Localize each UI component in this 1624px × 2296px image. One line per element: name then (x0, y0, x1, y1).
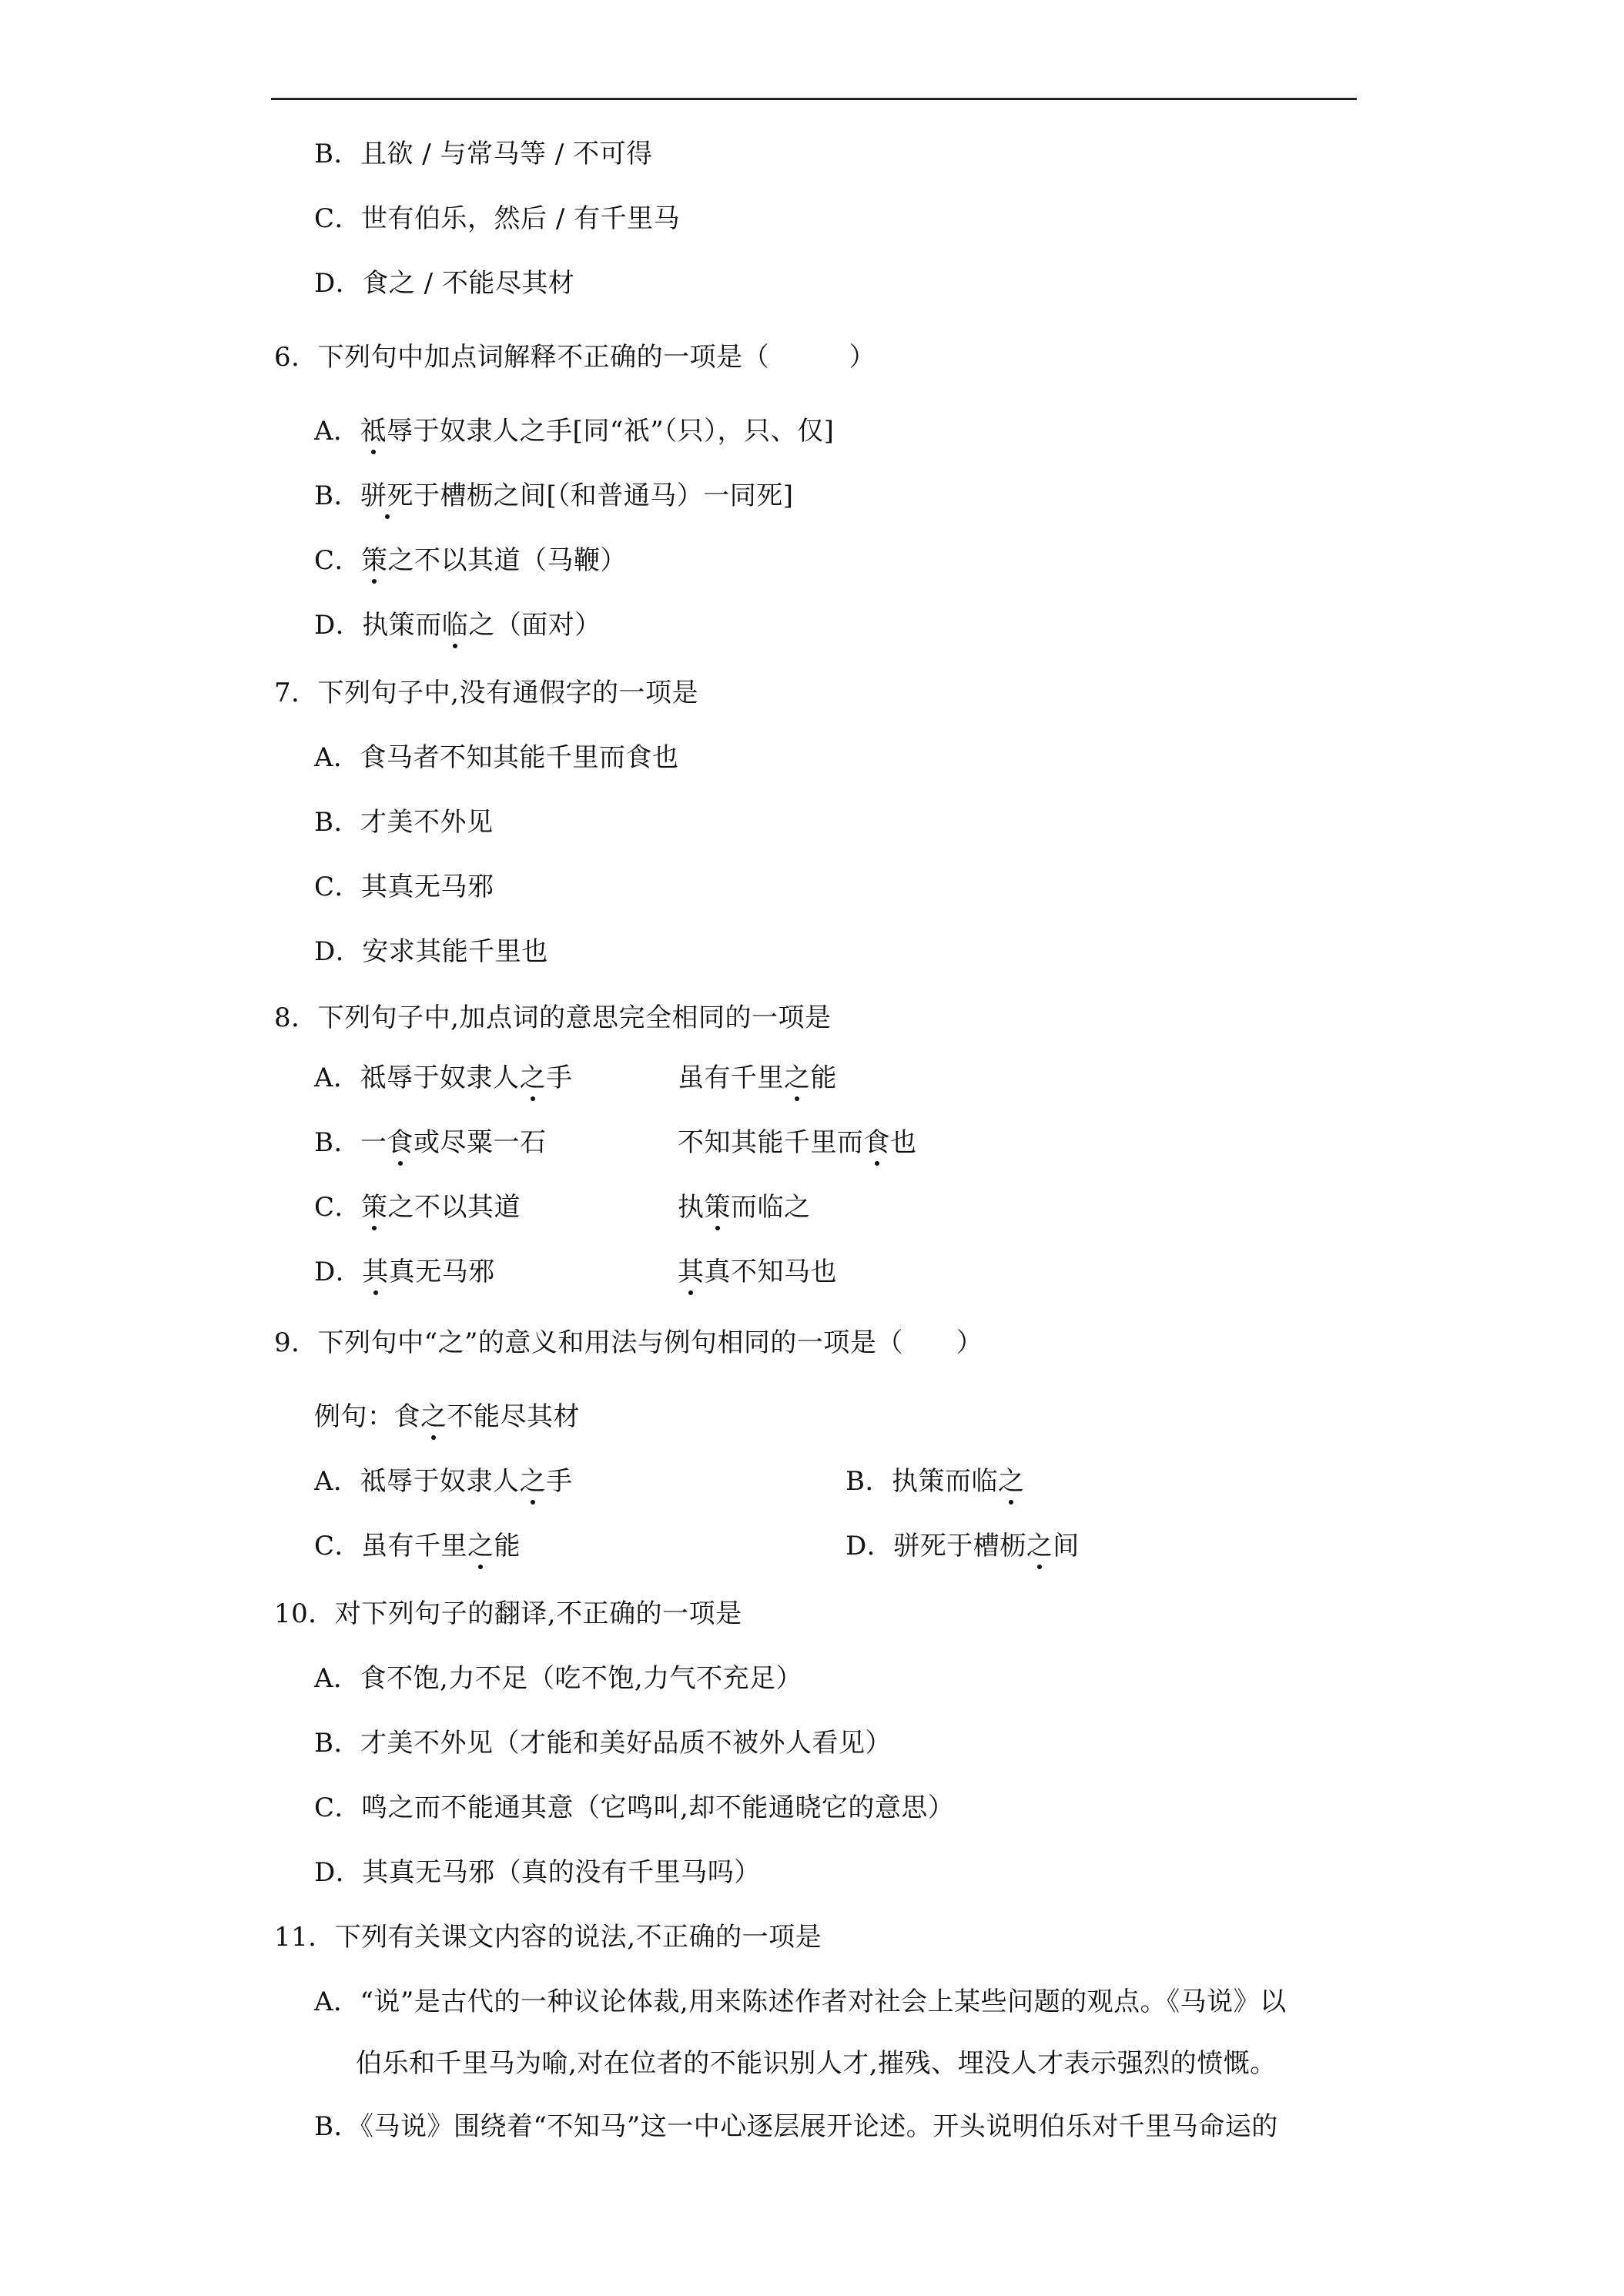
q9-stem: 9．下列句中“之”的意义和用法与例句相同的一项是（ ） (274, 1327, 983, 1358)
q9-option-a[interactable]: A．祗辱于奴隶人之手 (314, 1466, 573, 1497)
q7-option-b[interactable]: B．才美不外见 (314, 807, 494, 838)
q10-option-d[interactable]: D．其真无马邪（真的没有千里马吗） (314, 1857, 761, 1888)
q7-stem: 7．下列句子中,没有通假字的一项是 (274, 678, 698, 708)
q7-option-d[interactable]: D．安求其能千里也 (314, 936, 548, 967)
q9-example: 例句：食之不能尽其材 (314, 1401, 580, 1432)
q11-option-a[interactable]: A．“说”是古代的一种议论体裁,用来陈述作者对社会上某些问题的观点。《马说》以 (314, 1986, 1287, 2017)
emphasis-dot-word: 临 (441, 610, 469, 641)
emphasis-dot-word: 食 (863, 1127, 890, 1158)
emphasis-dot-word: 食 (387, 1127, 414, 1158)
emphasis-dot-word: 其 (362, 1257, 389, 1287)
q11-stem: 11．下列有关课文内容的说法,不正确的一项是 (274, 1922, 822, 1953)
q10-option-b[interactable]: B．才美不外见（才能和美好品质不被外人看见） (314, 1728, 892, 1759)
q8-option-a[interactable]: A．祗辱于奴隶人之手 (314, 1063, 573, 1093)
emphasis-dot-word: 之 (784, 1063, 811, 1093)
q5-option-d[interactable]: D．食之 / 不能尽其材 (314, 268, 575, 299)
q9-option-c[interactable]: C．虽有千里之能 (314, 1531, 521, 1561)
q11-option-a-continued: 伯乐和千里马为喻,对在位者的不能识别人才,摧残、埋没人才表示强烈的愤慨。 (356, 2048, 1277, 2079)
q10-option-c[interactable]: C．鸣之而不能通其意（它鸣叫,却不能通晓它的意思） (314, 1792, 955, 1823)
emphasis-dot-word: 之 (420, 1401, 447, 1432)
q7-option-a[interactable]: A．食马者不知其能千里而食也 (314, 742, 679, 773)
q8-stem: 8．下列句子中,加点词的意思完全相同的一项是 (274, 1002, 832, 1033)
q6-option-b[interactable]: B．骈死于槽枥之间[（和普通马）一同死] (314, 480, 794, 511)
emphasis-dot-word: 之 (519, 1063, 547, 1093)
q9-option-b[interactable]: B．执策而临之 (845, 1466, 1025, 1497)
q6-stem: 6．下列句中加点词解释不正确的一项是（ ） (274, 342, 876, 373)
emphasis-dot-word: 策 (704, 1192, 731, 1223)
emphasis-dot-word: 策 (361, 545, 388, 576)
emphasis-dot-word: 之 (998, 1466, 1025, 1497)
q5-option-c[interactable]: C．世有伯乐，然后 / 有千里马 (314, 203, 681, 234)
q8-option-b[interactable]: B．一食或尽粟一石 (314, 1127, 547, 1158)
q5-option-b[interactable]: B．且欲 / 与常马等 / 不可得 (314, 139, 653, 169)
q8-option-d[interactable]: D．其真无马邪 (314, 1257, 495, 1287)
emphasis-dot-word: 骈死 (360, 480, 414, 511)
emphasis-dot-word: 之 (519, 1466, 547, 1497)
q8-option-c-pair: 执策而临之 (678, 1192, 811, 1223)
q6-option-a[interactable]: A．祗辱于奴隶人之手[同“祇”（只），只、仅] (314, 416, 835, 447)
q10-option-a[interactable]: A．食不饱,力不足（吃不饱,力气不充足） (314, 1663, 803, 1694)
q8-option-b-pair: 不知其能千里而食也 (678, 1127, 917, 1158)
q8-option-a-pair: 虽有千里之能 (678, 1063, 837, 1093)
emphasis-dot-word: 之 (1026, 1531, 1053, 1561)
q8-option-c[interactable]: C．策之不以其道 (314, 1192, 521, 1223)
q7-option-c[interactable]: C．其真无马邪 (314, 872, 494, 902)
q9-option-d[interactable]: D．骈死于槽枥之间 (845, 1531, 1080, 1561)
q6-option-c[interactable]: C．策之不以其道（马鞭） (314, 545, 628, 576)
emphasis-dot-word: 祗 (360, 416, 387, 447)
emphasis-dot-word: 其 (678, 1257, 705, 1287)
q6-option-d[interactable]: D．执策而临之（面对） (314, 610, 601, 641)
emphasis-dot-word: 之 (467, 1531, 494, 1561)
q10-stem: 10．对下列句子的翻译,不正确的一项是 (274, 1598, 742, 1629)
q8-option-d-pair: 其真不知马也 (678, 1257, 837, 1287)
header-rule (271, 98, 1357, 100)
emphasis-dot-word: 策 (361, 1192, 388, 1223)
q11-option-b[interactable]: B．《马说》围绕着“不知马”这一中心逐层展开论述。开头说明伯乐对千里马命运的 (314, 2111, 1278, 2142)
